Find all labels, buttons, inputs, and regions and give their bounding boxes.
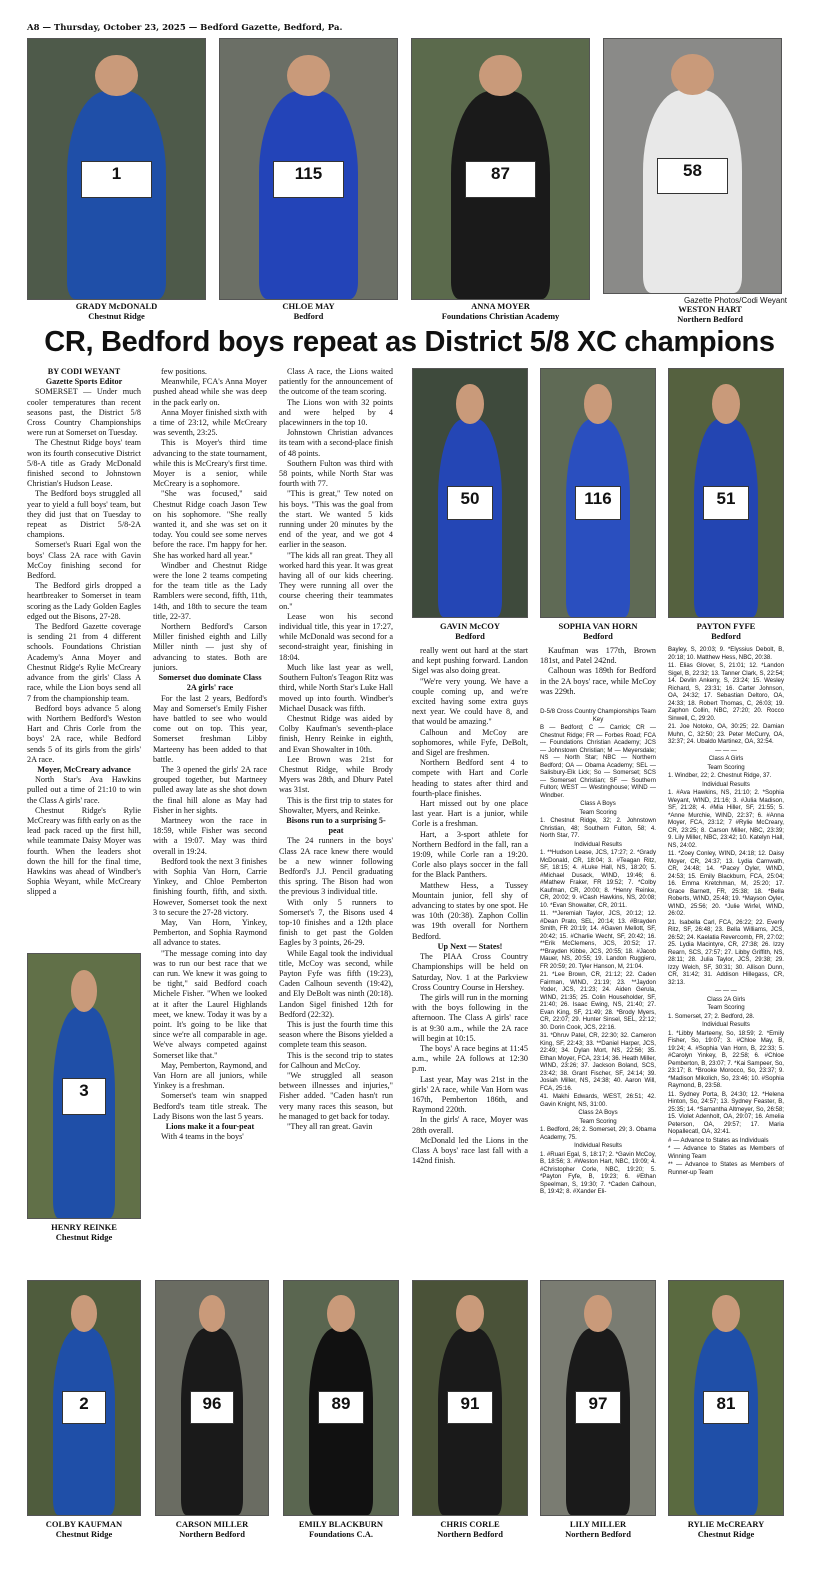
article-paragraph: The 24 runners in the boys' Class 2A race knew there would be a new winner following Bedford's J.J. Pencil graduating this spring. The Bison had won the previous 3 individual title. xyxy=(279,836,393,897)
article-paragraph: Hart missed out by one place last year. Hart is a junior, while Corle is a freshman. xyxy=(412,799,528,829)
article-paragraph: While Eagal took the individual title, McCoy was second, while Payton Fyfe was fifth (19:23), Caden Calhoun seventh (19:42), and Ely DeBolt was ninth (20:18). Landon Sigel finished 12th for Bedford (22:32). xyxy=(279,948,393,1019)
caption-3: ANNA MOYER Foundations Christian Academy xyxy=(441,301,560,321)
results-heading: Team Scoring xyxy=(707,1004,745,1011)
article-col-5 xyxy=(540,646,656,706)
results-line: 1. Windber, 22; 2. Chestnut Ridge, 37. xyxy=(668,772,772,779)
race-bib: 89 xyxy=(318,1391,364,1424)
article-paragraph: "She was focused," said Chestnut Ridge coach Jason Tew on his sophomore. "She really wanted it, and she was set on it today. You could see some nerves before the race. I'm happy for her. She has worked hard all year." xyxy=(153,489,267,560)
results-line: 31. *Dhruv Patel, CR, 22:30; 32. Cameron King, SF, 22:43; 33. **Daniel Harper, JCS, 22:49; 34. Dylan Mort, NS, 22:56; 35. Ethan Moyer, FCA, 23:14; 36. Heath Miller, WIND, 23:26; 37. Jackson Boland, SCS, 23:42; 38. Grant Fischer, SF, 24:14; 39. Josiah Miller, NS, 24:38; 40. Aaron Will, FCA, 25:16. xyxy=(540,1032,656,1092)
article-paragraph: The Bedford boys struggled all year to yield a full boys' team, but they did just that on Tuesday to repeat as District 5/8-2A champions. xyxy=(27,489,141,540)
race-bib: 97 xyxy=(575,1391,621,1424)
results-heading: D-5/8 Cross Country Championships Team Key xyxy=(540,708,656,723)
race-bib: 96 xyxy=(190,1391,235,1424)
results-line: 21. *Lee Brown, CR, 21:12; 22. Caden Fairman, WIND, 21:19; 23. **Jaydon Yoder, JCS, 21:23; 24. Aiden Gerula, WIND, 21:35; 25. Colin Householder, SF, 21:40; 26. Isaac Ewing, NS, 21:40; 27. Evan King, SF, 21:49; 28. *Brody Myers, CR, 22:07; 29. Hunter Sinsel, SEL, 22:12; 30. Dorin Cook, JCS, 22:16. xyxy=(540,971,656,1031)
subhead-states: Up Next — States! xyxy=(437,941,503,951)
article-paragraph: Southern Fulton was third with 58 points, while North Star was fourth with 77. xyxy=(279,458,393,489)
caption-6: SOPHIA VAN HORN Bedford xyxy=(558,621,638,641)
results-line: 1. Chestnut Ridge, 32; 2. Johnstown Christian, 48; Southern Fulton, 58; 4. North Star, 77. xyxy=(540,817,656,839)
photo-12 xyxy=(412,1280,528,1516)
article-paragraph: Northern Bedford sent 4 to compete with Hart and Corle heading to states after third and fourth-place finishes. xyxy=(412,758,528,798)
photo-11 xyxy=(283,1280,399,1516)
runner-head xyxy=(584,384,611,424)
results-heading: Individual Results xyxy=(702,1021,750,1028)
runner-head xyxy=(456,1295,483,1332)
article-paragraph: For the last 2 years, Bedford's May and Somerset's Emily Fisher have battled to see who would come out on top. This year, Somerset freshman Libby Marteeny has been added to that battle. xyxy=(153,693,267,764)
article-paragraph: The boys' A race begins at 11:45 a.m., while 2A follows at 12:30 p.m. xyxy=(412,1043,528,1074)
article-col-2 xyxy=(153,367,267,1270)
article-paragraph: "The kids all ran great. They all worked hard this year. It was great having all of our kids cheering. They were running all over the course cheering their teammates on." xyxy=(279,550,393,611)
results-line: 41. Makhi Edwards, WEST, 26:51; 42. Gavin Knight, NS, 31:00. xyxy=(540,1093,656,1108)
caption-1: GRADY McDONALD Chestnut Ridge xyxy=(75,301,158,321)
caption-10: CARSON MILLER Northern Bedford xyxy=(175,1519,249,1539)
article-paragraph: The Bedford girls dropped a heartbreaker to Somerset in team scoring as the Lady Golden Eagles edged out the Bisons, 27-28. xyxy=(27,581,141,621)
runner-head xyxy=(712,1295,739,1332)
results-line: * — Advance to States as Members of Winning Team xyxy=(668,1145,784,1160)
results-line: 11. *Zoey Conley, WIND, 24:18; 12. Daisy Moyer, CR, 24:37; 13. Lydia Carnwath, CR, 24:48; 14. *Pacey Oyler, WIND, 24:53; 15. Emily Blackburn, FCA, 25:04; 16. Emma Kretchman, M, 25:20; 17. Grace Barnett, FR, 25:38; 18. *Bella Roberts, WIND, 25:48; 19. *Mayson Oyler, WIND, 25:56; 20. *Julie Wirfel, WIND, 26:02. xyxy=(668,850,784,917)
col1b-paragraphs xyxy=(27,775,141,897)
article-paragraph: May, Van Horn, Yinkey, Pemberton, and Sophia Raymond all advance to states. xyxy=(153,917,267,948)
page-folio: A8 — Thursday, October 23, 2025 — Bedford Gazette, Bedford, Pa. xyxy=(27,23,343,33)
article-paragraph: Bedford took the next 3 finishes with Sophia Van Horn, Carrie Yinkey, and Chloe Pemberton finishing fourth, fifth, and sixth. However, Somerset took the next 3 to secure the 27-28 victory. xyxy=(153,856,267,917)
article-paragraph: Kaufman was 177th, Brown 181st, and Patel 242nd. xyxy=(540,646,656,666)
race-bib: 50 xyxy=(447,486,493,521)
results-line: B — Bedford; C — Carrick; CR — Chestnut Ridge; FR — Forbes Road; FCA — Foundations Christian Academy; JCS — Johnstown Christian; M — Meyersdale; NS — North Star; NBC — Northern Bedford; OA — Obama Academy; SEL — Salisbury-Elk Lick; So — Somerset; SCS — Somerset Christian; SF — Southern Fulton; WEST — Westinghouse; WIND — Windber. xyxy=(540,724,656,799)
race-bib: 81 xyxy=(703,1391,749,1424)
results-line: 1. **Hudson Lease, JCS, 17:27; 2. *Grady McDonald, CR, 18:04; 3. #Teagan Ritz, SF, 18:15; 4. #Luke Hall, NS, 18:20; 5. #Michael Dusack, WIND, 19:46; 6. #Mathew Fraker, FR 19:52; 7. *Colby Kaufman, CR, 20:00; 8. *Henry Reinke, CR, 20:02; 9. #Cash Hawkins, NS, 20:08; 10. *Evan Showalter, CR, 20:11. xyxy=(540,849,656,909)
caption-13: LILY MILLER Northern Bedford xyxy=(565,1519,631,1539)
results-heading: Class A Girls xyxy=(708,755,744,762)
results-line: 21. Joe Notoko, OA, 30:25; 22. Damian Muhn, C, 32:50; 23. Peter McCurry, OA, 32:37; 24. Ubaldo Martinez, OA, 32:54. xyxy=(668,723,784,745)
article-paragraph: May, Pemberton, Raymond, and Van Horn are all juniors, while Yinkey is a freshman. xyxy=(153,1060,267,1091)
race-bib: 2 xyxy=(62,1391,107,1424)
article-paragraph: few positions. xyxy=(161,367,207,376)
article-paragraph: This is the first trip to states for Showalter, Myers, and Reinke. xyxy=(279,795,393,815)
article-paragraph: This is Moyer's third time advancing to the state tournament, while this is McCreary's first time. Moyer is a senior, while McCreary is a sophomore. xyxy=(153,438,267,489)
results-line: 1. Somerset, 27; 2. Bedford, 28. xyxy=(668,1012,755,1020)
results-line: 11. **Jeremiah Taylor, JCS, 20:12; 12. #Dean Prato, SEL, 20:14; 13. #Brayden Smith, FR 20:19; 14. #Gaven Mellott, SF, 20:42; 15. #Charlie Wecht, SF, 20:42; 16. **Erik McClemens, JCS, 20:52; 17. **Brayden Kibbe, JCS, 20:55; 18. #Jacob Mauer, NS, 20:55; 19. Landon Ruggiero, FR 20:59; 20. Tyler Hanson, M, 21:04. xyxy=(540,910,656,970)
article-paragraph: This is just the fourth time this season where the Bisons yielded a complete team this season. xyxy=(279,1020,393,1050)
results-line: 1. #Ruari Egal, S, 18:17; 2. *Gavin McCoy, B, 18:56; 3. #Weston Hart, NBC, 19:09; 4. #Christopher Corle, NBC, 19:20; 5. *Payton Fyfe, B, 19:23; 6. #Ethan Speelman, S, 19:30; 7. *Caden Calhoun, B, 19:42; 8. #Xander Eli- xyxy=(540,1150,656,1195)
results-line: 11. Elias Glover, S, 21:01; 12. *Landon Sigel, B, 22:32; 13. Tanner Clark, S, 22:54; 14. Devlin Ankeny, S, 23:24; 15. Wesley Richard, S, 23:31; 16. Carter Johnson, OA, 24:32; 17. Sebastian Deltoro, OA, 24:33; 18. Robert Thomas, C, 26:03; 19. Zaphon Collin, NBC, 27:20; 20. Rocco Sinwell, C, 29:20. xyxy=(668,662,784,722)
subhead-moyer: Moyer, McCreary advance xyxy=(37,764,131,774)
caption-7: PAYTON FYFE Bedford xyxy=(696,621,756,641)
results-heading: — — — xyxy=(715,987,737,994)
caption-8: HENRY REINKE Chestnut Ridge xyxy=(51,1222,117,1242)
headline: CR, Bedford boys repeat as District 5/8 XC champions xyxy=(44,326,775,358)
article-paragraph: Lease won his second individual title, this year in 17:27, while McDonald was second for a second-straight year, finishing in 18:04. xyxy=(279,611,393,662)
article-paragraph: The PIAA Cross Country Championships will be held on Saturday, Nov. 1 at the Parkview Cross Country Course in Hershey. xyxy=(412,952,528,992)
photo-1 xyxy=(27,38,206,300)
race-bib: 91 xyxy=(447,1391,493,1424)
article-paragraph: Much like last year as well, Southern Fulton's Teagon Ritz was third, while North Star's Luke Hall moved up into fourth. Windber's Michael Dusack was fifth. xyxy=(279,662,393,713)
col1-paragraphs xyxy=(27,387,141,765)
runner-head xyxy=(671,54,713,95)
article-paragraph: Chestnut Ridge's Rylie McCreary was fifth early on as the lead pack raced up the first hill, while teammate Daisy Moyer was fourth. When the leaders shot down the hill for the final time, Hawkins was ahead of Windber's Sophia Weyant, while McCreary slipped a xyxy=(27,805,141,897)
runner-head xyxy=(456,384,483,424)
photo-14 xyxy=(668,1280,784,1516)
results-heading: Class 2A Girls xyxy=(706,995,746,1003)
results-right xyxy=(668,646,784,1270)
article-paragraph: "We're very young. We have a couple coming up, and we're excited having some extra guys next year. We could have 8, and that would be amazing." xyxy=(412,676,528,727)
results-heading: Individual Results xyxy=(574,840,622,848)
runner-head xyxy=(287,55,329,97)
race-bib: 58 xyxy=(657,158,728,194)
article-paragraph: really went out hard at the start and kept pushing forward. Landon Sigel was also doing great. xyxy=(412,646,528,676)
runner-head xyxy=(95,55,137,97)
runner-head xyxy=(712,384,739,424)
results-line: 21. Isabella Carl, FCA, 26:22; 22. Everly Ritz, SF, 26:48; 23. Bella Williams, JCS, 26:52; 24. Kaelatia Revercomb, FR, 27:02; 25. Lydia Macintyre, CR, 27:38; 26. Izzy Rearn, SCS, 27:57; 27. Libby Griffith, NS, 28:11; 28. Julia Taylor, JCS, 29:38; 29. Izzy Welch, SF, 30:31; 30. Allison Dunn, CR, 31:42; 31. Addison Hillegass, CR, 32:13. xyxy=(668,918,784,986)
article-paragraph: Meanwhile, FCA's Anna Moyer pushed ahead while she was deep in the pack early on. xyxy=(153,377,267,407)
article-paragraph: Northern Bedford's Carson Miller finished eighth and Lilly Miller ninth — just shy of advancing to states. Both are juniors. xyxy=(153,622,267,672)
article-paragraph: Windber and Chestnut Ridge were the lone 2 teams competing for the team title as the Lady Ramblers were second, fifth, 11th, 14th, and 18th to secure the team title, 22-37. xyxy=(153,560,267,621)
article-paragraph: Calhoun was 189th for Bedford in the 2A boys' race, while McCoy was 229th. xyxy=(540,666,656,696)
results-line: 1. #Ava Hawkins, NS, 21:10; 2. *Sophia Weyant, WIND, 21:16; 3. #Julia Madison, SF, 21:28; 4. #Mia Hiller, SF, 21:55; 5. *Anne Murchie, WIND, 22:37; 6. #Anna Moyer, FCA, 23:12; 7 #Rylie McCreary, CR, 23:25; 8. Carson Miller, NBC, 23:39; 9. Lily Miller, NBC, 23:42; 10. Katelyn Hall, NS, 24:02. xyxy=(668,789,784,849)
subhead-bisons: Bisons run to a surprising 5-peat xyxy=(286,815,386,836)
article-paragraph: This is the second trip to states for Calhoun and McCoy. xyxy=(279,1050,393,1070)
article-paragraph: "We struggled all season between illnesses and injuries," Fisher added. "Caden hasn't run very many races this season, but he managed to get back for today. xyxy=(279,1071,393,1121)
article-paragraph: Anna Moyer finished sixth with a time of 23:12, while McCreary was seventh, 23:25. xyxy=(153,407,267,438)
article-paragraph: With only 5 runners to Somerset's 7, the Bisons used 4 top-10 finishes and a 12th place finish to get past the Golden Eagles by 3 points, 26-29. xyxy=(279,897,393,948)
results-heading: Individual Results xyxy=(702,780,750,788)
race-bib: 1 xyxy=(81,161,152,197)
race-bib: 3 xyxy=(62,1078,107,1115)
results-heading: — — — xyxy=(715,746,737,754)
photo-4 xyxy=(603,38,782,294)
article-paragraph: SOMERSET — Under much cooler temperatures than recent seasons past, the District 5/8 Cross Country Championships were run at Somerset on Tuesday. xyxy=(27,387,141,438)
article-col-1 xyxy=(27,367,141,950)
caption-14: RYLIE McCREARY Chestnut Ridge xyxy=(687,1519,765,1539)
results-line: 1. Bedford, 26; 2. Somerset, 29; 3. Obama Academy, 75. xyxy=(540,1126,656,1141)
results-heading: Team Scoring xyxy=(707,763,745,771)
article-paragraph: McDonald led the Lions in the Class A boys' race last fall with a 142nd finish. xyxy=(412,1135,528,1166)
photo-7 xyxy=(668,368,784,618)
results-line: # — Advance to States as Individuals xyxy=(668,1136,769,1144)
caption-4: WESTON HART Northern Bedford xyxy=(677,304,743,324)
article-paragraph: Martneey won the race in 18:59, while Fisher was second with a 19:07. May was third overall in 19:24. xyxy=(153,815,267,856)
article-paragraph: "They all ran great. Gavin xyxy=(287,1122,373,1132)
photo-9 xyxy=(27,1280,141,1516)
article-paragraph: Lee Brown was 21st for Chestnut Ridge, while Brody Myers was 28th, and Dhurv Patel was 31st. xyxy=(279,754,393,795)
article-paragraph: Last year, May was 21st in the girls' 2A race, while Van Horn was 167th, Pemberton 186th, and Raymond 220th. xyxy=(412,1074,528,1115)
article-paragraph: The Bedford Gazette coverage is sending 21 from 4 different schools. Foundations Christian Academy's Anna Moyer and Chestnut Ridge's Rylie McCreary advance from the girls' Class A race, while the Lion boys send all 7 from the championship team. xyxy=(27,622,141,703)
runner-head xyxy=(584,1295,611,1332)
caption-11: EMILY BLACKBURN Foundations C.A. xyxy=(298,1519,384,1539)
race-bib: 116 xyxy=(575,486,621,521)
results-middle xyxy=(540,708,656,1270)
photo-2 xyxy=(219,38,398,300)
results-line: ** — Advance to States as Members of Runner-up Team xyxy=(668,1161,784,1176)
photo-13 xyxy=(540,1280,656,1516)
article-paragraph: Bedford boys advance 5 along with Northern Bedford's Weston Hart and Chris Corle from the boys' 2A race, while Bedford sends 5 of its girls from the girls' 2A race. xyxy=(27,703,141,764)
article-paragraph: Class A race, the Lions waited patiently for the announcement of the outcome of the team scoring. xyxy=(279,367,393,397)
byline: BY CODI WEYANT xyxy=(47,367,121,376)
article-paragraph: Hart, a 3-sport athlete for Northern Bedford in the fall, ran a 19:09, while Corle ran a 19:20. Corle also plays soccer in the fall for the Black Panthers. xyxy=(412,829,528,880)
article-col-3 xyxy=(279,367,393,1270)
article-col-4 xyxy=(412,646,528,1270)
article-paragraph: The 3 opened the girls' 2A race grouped together, but Martneey pulled away late as she shot down the final hill alone as May had Fisher in her sights. xyxy=(153,764,267,815)
results-heading: Individual Results xyxy=(574,1142,622,1149)
race-bib: 115 xyxy=(273,161,344,197)
article-paragraph: North Star's Ava Hawkins pulled out a time of 21:10 to win the Class A girls' race. xyxy=(27,775,141,805)
photo-8 xyxy=(27,953,141,1219)
article-paragraph: Calhoun and McCoy are sophomores, while Fyfe, DeBolt, and Sigel are freshmen. xyxy=(412,727,528,758)
byline-title: Gazette Sports Editor xyxy=(45,377,123,387)
photo-3 xyxy=(411,38,590,300)
article-paragraph: "This is great," Tew noted on his boys. "This was the goal from the start. We wanted 5 kids running under 20 minutes by the end of the year, and we got 4 earlier in the season. xyxy=(279,489,393,550)
photo-credit: Gazette Photos/Codi Weyant xyxy=(684,296,788,305)
results-line: 11. Sydney Porta, B, 24:30; 12. *Helena Hinton, So, 24:57; 13. Sydney Feaster, B, 25:35; 14. *Samantha Altmeyer, So, 26:58; 15. Violet Adenholt, OA, 29:07; 16. Amelia Peterson, OA, 29:57; 17. Maria Nopallecatl, OA, 32:41. xyxy=(668,1090,784,1135)
caption-12: CHRIS CORLE Northern Bedford xyxy=(437,1519,503,1539)
subhead-lions: Lions make it a four-peat xyxy=(165,1122,255,1132)
results-line: Bayley, S, 20:03; 9. *Elyssius Debolt, B, 20:18; 10. Matthew Hess, NBC, 20:38. xyxy=(668,646,784,661)
race-bib: 87 xyxy=(465,161,536,197)
photo-6 xyxy=(540,368,656,618)
article-paragraph: Johnstown Christian advances its team with a second-place finish of 48 points. xyxy=(279,428,393,458)
race-bib: 51 xyxy=(703,486,749,521)
caption-2: CHLOE MAY Bedford xyxy=(282,301,335,321)
article-paragraph: The Chestnut Ridge boys' team won its fourth consecutive District 5/8-A title as Grady McDonald finished second to Johnstown Christian's Hudson Lease. xyxy=(27,438,141,489)
runner-head xyxy=(327,1295,354,1332)
article-paragraph: Chestnut Ridge was aided by Colby Kaufman's seventh-place finish, Henry Reinke in eighth, and Evan Showalter in 10th. xyxy=(279,713,393,754)
photo-10 xyxy=(155,1280,269,1516)
article-paragraph: In the girls' A race, Moyer was 28th overall. xyxy=(412,1115,528,1135)
article-paragraph: The girls will run in the morning with the boys following in the afternoon. The Class A girls' race is at 9:30 a.m., while the 2A race will begin at 10:15. xyxy=(412,992,528,1043)
results-line: 1. *Libby Marteeny, So, 18:59; 2. *Emily Fisher, So, 19:07; 3. #Chloe May, B, 19:24; 4. #Sophia Van Horn, B, 22:33; 5. #Carolyn Yinkey, B, 22:58; 6. #Chloe Pemberton, B, 23:07; 7. *Kai Sampeer, So, 23:17; 8. *Brooke Morocco, So, 23:37; 9. *Madison Mikolich, So, 23:46; 10. #Sophia Raymond, B, 23:58. xyxy=(668,1029,784,1089)
article-paragraph: Matthew Hess, a Tussey Mountain junior, fell shy of advancing to states by one spot. He was 10th (20:38). Zaphon Collin was 19th overall for Northern Bedford. xyxy=(412,880,528,941)
article-paragraph: The Lions won with 32 points and were helped by 4 placewinners in the top 10. xyxy=(279,397,393,428)
runner-head xyxy=(479,55,521,97)
results-heading: Team Scoring xyxy=(579,1117,617,1125)
article-paragraph: Somerset's team win snapped Bedford's team title streak. The Lady Bisons won the last 5 years. xyxy=(153,1091,267,1121)
results-heading: Class A Boys xyxy=(580,800,616,807)
results-heading: Team Scoring xyxy=(579,808,617,816)
article-paragraph: Somerset's Ruari Egal won the boys' Class 2A race with Gavin McCoy finishing second for Bedford. xyxy=(27,540,141,581)
caption-5: GAVIN McCOY Bedford xyxy=(439,621,501,641)
caption-9: COLBY KAUFMAN Chestnut Ridge xyxy=(45,1519,123,1539)
article-paragraph: With 4 teams in the boys' xyxy=(161,1132,244,1142)
results-heading: Class 2A Boys xyxy=(578,1109,618,1116)
photo-5 xyxy=(412,368,528,618)
article-paragraph: "The message coming into day was to run our best race that we can run. We knew it was going to be tight," said Bedford coach Michele Fisher. "When we looked at it after the Laurel Highlands meet, we knew. Today it was by a point. It's going to be like that since we're all comparable in age. We've always competed against Somerset like that." xyxy=(153,948,267,1060)
subhead-somerset: Somerset duo dominate Class 2A girls' race xyxy=(158,673,262,693)
